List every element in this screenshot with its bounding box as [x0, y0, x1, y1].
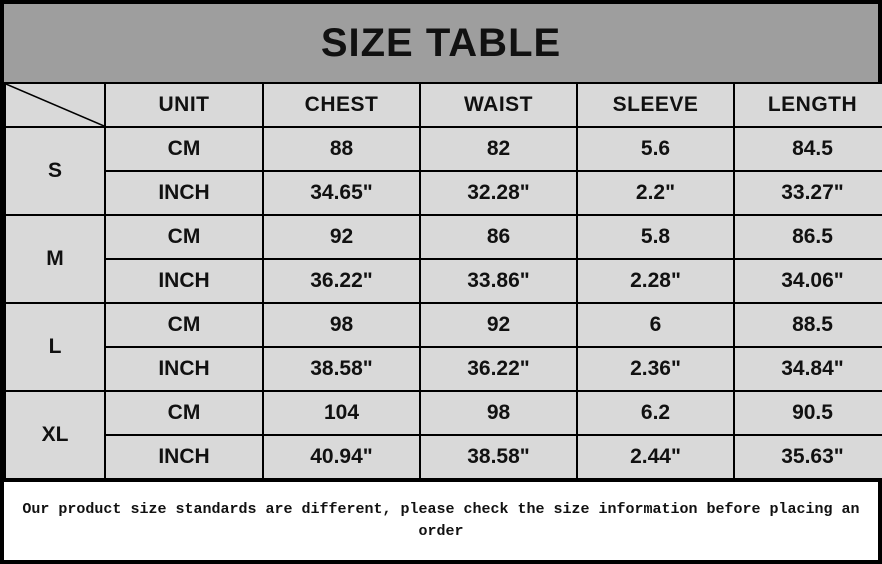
unit-inch-xl: INCH [105, 435, 263, 479]
column-header-length: LENGTH [734, 83, 882, 127]
length-inch-l: 34.84" [734, 347, 882, 391]
size-note: Our product size standards are different, please check the size information before placing an order [22, 501, 860, 540]
chest-cm-l: 98 [263, 303, 420, 347]
unit-inch-l: INCH [105, 347, 263, 391]
column-header-sleeve: SLEEVE [577, 83, 734, 127]
length-cm-s: 84.5 [734, 127, 882, 171]
waist-inch-s: 32.28" [420, 171, 577, 215]
sleeve-cm-l: 6 [577, 303, 734, 347]
unit-cm-xl: CM [105, 391, 263, 435]
chest-inch-l: 38.58" [263, 347, 420, 391]
sleeve-cm-s: 5.6 [577, 127, 734, 171]
unit-cm-m: CM [105, 215, 263, 259]
waist-inch-xl: 38.58" [420, 435, 577, 479]
chest-inch-m: 36.22" [263, 259, 420, 303]
size-label-xl: XL [5, 391, 105, 479]
diagonal-divider-icon [6, 84, 104, 126]
sleeve-inch-xl: 2.44" [577, 435, 734, 479]
chest-cm-m: 92 [263, 215, 420, 259]
length-cm-m: 86.5 [734, 215, 882, 259]
waist-inch-m: 33.86" [420, 259, 577, 303]
size-label-s: S [5, 127, 105, 215]
length-cm-l: 88.5 [734, 303, 882, 347]
sleeve-cm-xl: 6.2 [577, 391, 734, 435]
sleeve-inch-s: 2.2" [577, 171, 734, 215]
column-header-chest: CHEST [263, 83, 420, 127]
waist-cm-m: 86 [420, 215, 577, 259]
unit-cm-l: CM [105, 303, 263, 347]
size-label-l: L [5, 303, 105, 391]
corner-cell [5, 83, 105, 127]
length-cm-xl: 90.5 [734, 391, 882, 435]
waist-cm-s: 82 [420, 127, 577, 171]
table-row [5, 347, 882, 391]
table-row [5, 259, 882, 303]
sleeve-cm-m: 5.8 [577, 215, 734, 259]
length-inch-xl: 35.63" [734, 435, 882, 479]
table-row [5, 215, 882, 259]
waist-cm-l: 92 [420, 303, 577, 347]
sleeve-inch-l: 2.36" [577, 347, 734, 391]
chest-inch-xl: 40.94" [263, 435, 420, 479]
unit-cm-s: CM [105, 127, 263, 171]
table-header-row [5, 83, 882, 127]
sleeve-inch-m: 2.28" [577, 259, 734, 303]
table-row [5, 391, 882, 435]
column-header-unit: UNIT [105, 83, 263, 127]
size-label-m: M [5, 215, 105, 303]
table-row [5, 435, 882, 479]
length-inch-s: 33.27" [734, 171, 882, 215]
table-row [5, 171, 882, 215]
waist-cm-xl: 98 [420, 391, 577, 435]
page-title: SIZE TABLE [320, 20, 562, 65]
size-table [4, 82, 882, 480]
chest-cm-s: 88 [263, 127, 420, 171]
note-bar [4, 480, 878, 560]
title-bar [4, 4, 878, 82]
waist-inch-l: 36.22" [420, 347, 577, 391]
table-row [5, 127, 882, 171]
column-header-waist: WAIST [420, 83, 577, 127]
table-row [5, 303, 882, 347]
chest-cm-xl: 104 [263, 391, 420, 435]
length-inch-m: 34.06" [734, 259, 882, 303]
unit-inch-m: INCH [105, 259, 263, 303]
unit-inch-s: INCH [105, 171, 263, 215]
chest-inch-s: 34.65" [263, 171, 420, 215]
